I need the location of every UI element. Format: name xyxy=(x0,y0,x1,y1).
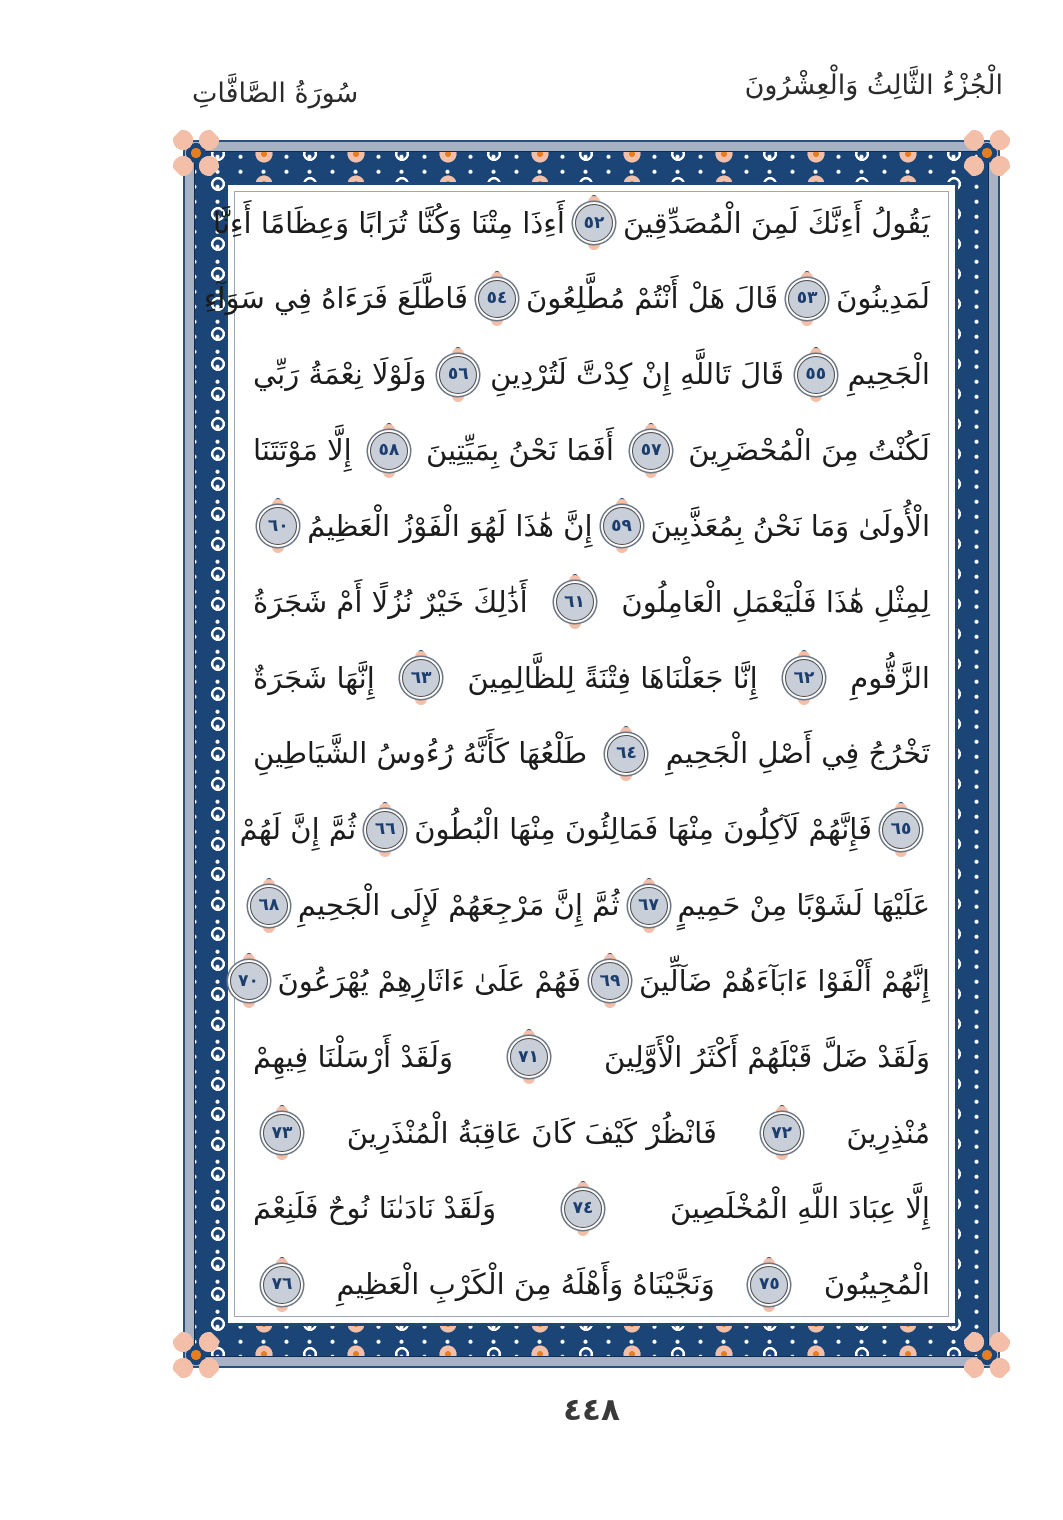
verse-number-medallion: ٧٥ xyxy=(750,1266,788,1304)
ayah-text: فَإِنَّهُمْ لَآكِلُونَ مِنْهَا فَمَالِئُونَ مِنْهَا الْبُطُونَ xyxy=(414,812,872,847)
quran-line xyxy=(253,356,930,394)
ayah-text: إِلَّا مَوْتَتَنَا xyxy=(253,433,352,468)
ayah-text: طَلْعُهَا كَأَنَّهُ رُءُوسُ الشَّيَاطِينِ xyxy=(253,736,588,771)
quran-line xyxy=(239,811,930,849)
quran-line xyxy=(238,962,930,1000)
ayah-text: لَمَدِينُونَ xyxy=(836,281,930,316)
verse-number-medallion: ٧٢ xyxy=(763,1114,801,1152)
ayah-text: إِنَّا جَعَلْنَاهَا فِتْنَةً لِلظَّالِمِينَ xyxy=(467,660,758,695)
verse-number-medallion: ٦٢ xyxy=(785,659,823,697)
ayah-text: وَنَجَّيْنَاهُ وَأَهْلَهُ مِنَ الْكَرْبِ الْعَظِيمِ xyxy=(336,1267,715,1302)
ayah-text: ثُمَّ إِنَّ مَرْجِعَهُمْ لَإِلَى الْجَحِيمِ xyxy=(297,888,620,923)
ayah-text: فَانْظُرْ كَيْفَ كَانَ عَاقِبَةُ الْمُنْذَرِينَ xyxy=(346,1115,717,1150)
quran-line xyxy=(253,887,930,925)
quran-line xyxy=(253,432,930,470)
ayah-text: تَخْرُجُ فِي أَصْلِ الْجَحِيمِ xyxy=(665,736,930,771)
verse-number-medallion: ٥٩ xyxy=(603,507,641,545)
quran-line xyxy=(253,735,930,773)
verse-number-medallion: ٦٤ xyxy=(607,735,645,773)
verse-number-medallion: ٥٥ xyxy=(797,356,835,394)
ayah-text: عَلَيْهَا لَشَوْبًا مِنْ حَمِيمٍ xyxy=(677,888,930,923)
quran-line xyxy=(253,507,930,545)
ayah-text: إِنَّهُمْ أَلْفَوْا ءَابَآءَهُمْ ضَآلِّينَ xyxy=(638,963,930,998)
verse-number-medallion: ٧٤ xyxy=(564,1190,602,1228)
verse-number-medallion: ٦١ xyxy=(556,583,594,621)
ayah-text: ثُمَّ إِنَّ لَهُمْ xyxy=(239,812,357,847)
verse-number-medallion: ٧٠ xyxy=(230,962,268,1000)
verse-number-medallion: ٥٤ xyxy=(478,280,516,318)
ayah-text: لِمِثْلِ هَٰذَا فَلْيَعْمَلِ الْعَامِلُونَ xyxy=(621,584,930,619)
ornamental-frame xyxy=(183,140,1000,1368)
quran-line xyxy=(253,1190,930,1228)
ayah-text: أَذَٰلِكَ خَيْرٌ نُزُلًا أَمْ شَجَرَةُ xyxy=(253,584,528,619)
quran-line xyxy=(253,1266,930,1304)
ayah-text: فَهُمْ عَلَىٰ ءَاثَارِهِمْ يُهْرَعُونَ xyxy=(277,963,581,998)
ayah-text: وَلَقَدْ نَادَىٰنَا نُوحٌ فَلَنِعْمَ xyxy=(253,1191,497,1226)
text-area-outer-border xyxy=(203,182,958,1326)
verse-number-medallion: ٥٦ xyxy=(439,356,477,394)
arabesque-border-band xyxy=(194,151,989,1357)
quran-line xyxy=(203,280,930,318)
verse-number-medallion: ٥٨ xyxy=(370,432,408,470)
ayah-text: الْجَحِيمِ xyxy=(847,357,930,392)
ayah-text: وَلَقَدْ أَرْسَلْنَا فِيهِمْ xyxy=(253,1039,454,1074)
verse-number-medallion: ٦٣ xyxy=(402,659,440,697)
ayah-text: وَلَوْلَا نِعْمَةُ رَبِّي xyxy=(253,357,427,392)
page-number: ٤٤٨ xyxy=(563,1392,620,1428)
verse-number-medallion: ٦٦ xyxy=(366,811,404,849)
ayah-text: لَكُنْتُ مِنَ الْمُحْضَرِينَ xyxy=(688,433,930,468)
ayah-text: قَالَ هَلْ أَنْتُمْ مُطَّلِعُونَ xyxy=(526,281,779,316)
ayah-text: قَالَ تَاللَّهِ إِنْ كِدْتَّ لَتُرْدِينِ xyxy=(490,357,784,392)
verse-number-medallion: ٧١ xyxy=(510,1038,548,1076)
verse-number-medallion: ٦٥ xyxy=(882,811,920,849)
verse-number-medallion: ٥٣ xyxy=(788,280,826,318)
verse-number-medallion: ٥٧ xyxy=(632,432,670,470)
surah-title: سُورَةُ الصَّافَّاتِ xyxy=(192,78,359,109)
quran-line xyxy=(253,583,930,621)
ayah-text: إِلَّا عِبَادَ اللَّهِ الْمُخْلَصِينَ xyxy=(669,1191,930,1226)
ayah-text: أَفَمَا نَحْنُ بِمَيِّتِينَ xyxy=(425,433,614,468)
ayah-text: إِنَّ هَٰذَا لَهُوَ الْفَوْزُ الْعَظِيمُ xyxy=(307,508,593,543)
quran-lines xyxy=(203,204,930,1304)
ayah-text: الْمُجِيبُونَ xyxy=(823,1267,930,1302)
verse-number-medallion: ٦٠ xyxy=(259,507,297,545)
quran-line xyxy=(253,1038,930,1076)
ayah-text: الْأُولَىٰ وَمَا نَحْنُ بِمُعَذَّبِينَ xyxy=(650,508,930,543)
ayah-text: يَقُولُ أَءِنَّكَ لَمِنَ الْمُصَدِّقِينَ xyxy=(622,205,930,240)
ayah-text: الزَّقُّومِ xyxy=(850,660,930,695)
verse-number-medallion: ٧٦ xyxy=(263,1266,301,1304)
verse-number-medallion: ٦٨ xyxy=(250,887,288,925)
ayah-text: مُنْذِرِينَ xyxy=(846,1115,930,1150)
ayah-text: فَاطَّلَعَ فَرَءَاهُ فِي سَوَآءِ xyxy=(203,281,468,316)
verse-number-medallion: ٦٩ xyxy=(591,962,629,1000)
ayah-text: إِنَّهَا شَجَرَةٌ xyxy=(253,660,375,695)
verse-number-medallion: ٧٣ xyxy=(263,1114,301,1152)
juz-title: الْجُزْءُ الثَّالِثُ وَالْعِشْرُونَ xyxy=(744,70,1003,101)
quran-line xyxy=(253,1114,930,1152)
quran-line xyxy=(253,659,930,697)
verse-number-medallion: ٥٢ xyxy=(575,204,613,242)
quran-line xyxy=(212,204,930,242)
text-area-inner-border xyxy=(203,191,949,1317)
verse-number-medallion: ٦٧ xyxy=(630,887,668,925)
ayah-text: وَلَقَدْ ضَلَّ قَبْلَهُمْ أَكْثَرُ الْأَوَّلِينَ xyxy=(604,1039,930,1074)
ayah-text: أَءِذَا مِتْنَا وَكُنَّا تُرَابًا وَعِظَامًا أَءِنَّا xyxy=(212,205,565,240)
